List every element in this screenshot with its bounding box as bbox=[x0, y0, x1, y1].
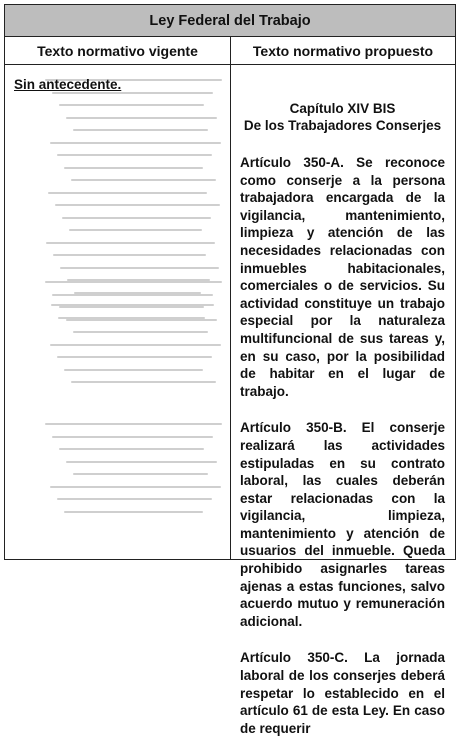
bleed-through-line bbox=[66, 319, 217, 321]
law-title: Ley Federal del Trabajo bbox=[5, 5, 455, 37]
bleed-through-line bbox=[60, 267, 219, 269]
bleed-through-line bbox=[53, 254, 206, 256]
bleed-through-line bbox=[73, 473, 208, 475]
bleed-through-line bbox=[48, 192, 207, 194]
bleed-through-line bbox=[57, 356, 212, 358]
bleed-through-line bbox=[73, 331, 208, 333]
bleed-through-line bbox=[66, 461, 217, 463]
bleed-through-line bbox=[50, 344, 221, 346]
comparison-table bbox=[4, 4, 456, 736]
current-text-cell bbox=[5, 65, 231, 559]
bleed-through-line bbox=[71, 179, 216, 181]
article-350-b: Artículo 350-B. El conserje realizará las actividades estipuladas en su contrato laboral, las cuales deberán estar relacionadas con la vigilancia, limpieza, mantenimiento y atención de usuarios del inmueble. Queda prohibido asignarles tareas ajenas a estas funciones, salvo acuerdo mutuo y remuneración adicional. bbox=[240, 420, 445, 629]
chapter-title bbox=[240, 100, 445, 134]
chapter-number: Capítulo XIV BIS bbox=[289, 101, 396, 116]
bleed-through-line bbox=[59, 306, 204, 308]
bleed-through-line bbox=[52, 436, 213, 438]
bleed-through-line bbox=[50, 486, 221, 488]
bleed-through-line bbox=[64, 167, 203, 169]
bleed-through-line bbox=[69, 229, 202, 231]
bleed-through-line bbox=[71, 381, 216, 383]
bleed-through-line bbox=[73, 129, 208, 131]
table-row bbox=[5, 65, 455, 736]
chapter-name: De los Trabajadores Conserjes bbox=[243, 118, 442, 133]
no-antecedent-label: Sin antecedente. bbox=[14, 77, 122, 92]
bleed-through-line bbox=[66, 117, 217, 119]
bleed-through-line bbox=[57, 154, 212, 156]
column-headers bbox=[5, 37, 455, 65]
current-text-header: Texto normativo vigente bbox=[5, 37, 231, 64]
article-350-c: Artículo 350-C. La jornada laboral de los conserjes deberá respetar lo establecido en el artículo 61 de esta Ley. En caso de requerir bbox=[240, 650, 445, 736]
proposed-text-cell bbox=[231, 65, 455, 736]
bleed-through-line bbox=[45, 423, 222, 425]
bleed-through-line bbox=[45, 281, 222, 283]
bleed-through-line bbox=[50, 142, 221, 144]
bleed-through-line bbox=[59, 104, 204, 106]
bleed-through-line bbox=[52, 294, 213, 296]
bleed-through-line bbox=[59, 448, 204, 450]
bleed-through-line bbox=[64, 511, 203, 513]
bleed-through-line bbox=[64, 369, 203, 371]
bleed-through-line bbox=[57, 498, 212, 500]
article-350-a: Artículo 350-A. Se reconoce como conserje a la persona trabajadora encargada de la vigilancia, mantenimiento, limpieza y atención de las necesidades relacionadas con inmuebles habitacionales, comerciales o de servicios. Su actividad constituye un trabajo especial por la naturaleza multifuncional de sus tareas y, en su caso, por la posibilidad de habitar en el lugar de trabajo. bbox=[240, 155, 445, 399]
bleed-through-line bbox=[55, 204, 220, 206]
bleed-through-line bbox=[62, 217, 211, 219]
proposed-text-header: Texto normativo propuesto bbox=[252, 42, 434, 59]
bleed-through-line bbox=[46, 242, 215, 244]
